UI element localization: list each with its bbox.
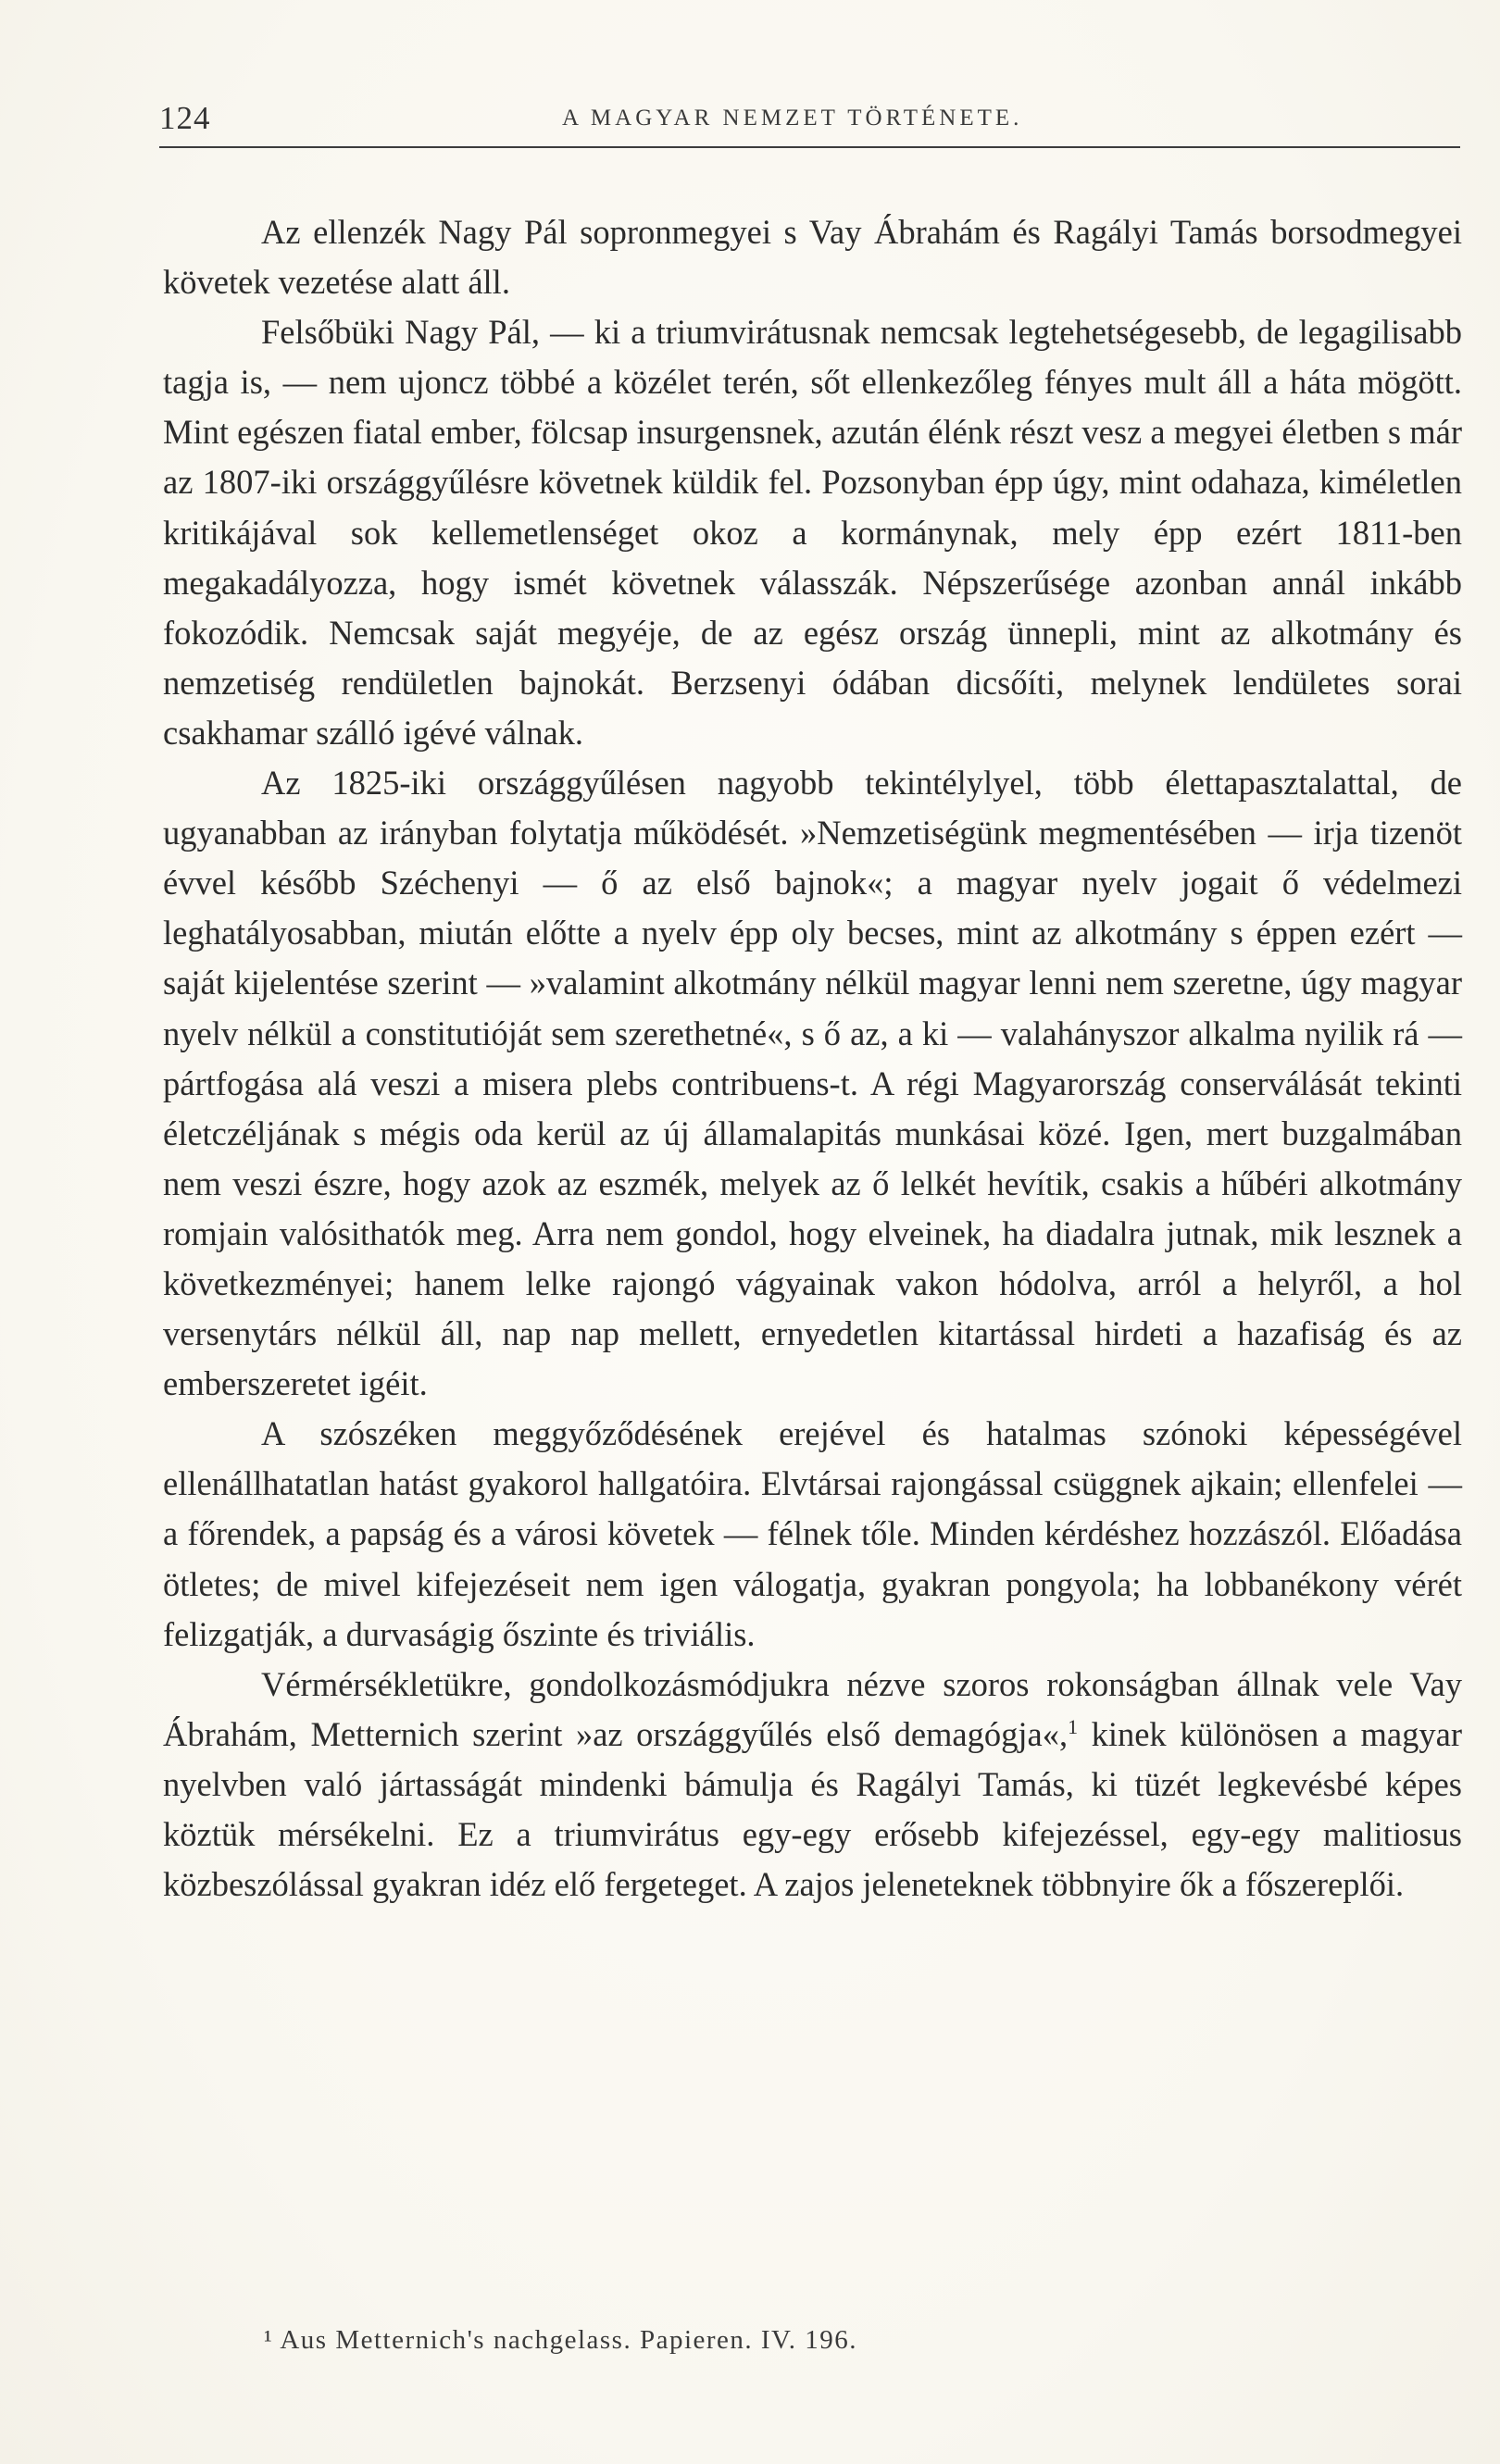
running-title: A MAGYAR NEMZET TÖRTÉNETE. — [562, 106, 1023, 131]
paragraph — [163, 1660, 1462, 1910]
page-number: 124 — [159, 100, 211, 136]
paragraph-text-continued: kinek különösen a magyar nyelvben való jártasságát mindenki bámulja és Ragályi Tamás, ki tüzét legkevésbé képes köztük mérsékelni. Ez a triumvirátus egy-egy erősebb kifejezéssel, egy-egy malitiosus közbeszólással gyakran idéz elő fergeteget. A zajos jeleneteknek többnyire ők a főszereplői. — [163, 1714, 1462, 1904]
paragraph-text: Vérmérsékletükre, gondolkozásmódjukra nézve szoros rokonságban állnak vele Vay Ábrahám, Metternich szerint »az országgyűlés első demagógja«, — [163, 1664, 1462, 1753]
footnote-marker: ¹ — [264, 2325, 274, 2355]
running-header — [159, 100, 1460, 148]
footnote-text: Aus Metternich's nachgelass. Papieren. IV. 196. — [280, 2325, 858, 2355]
paragraph: Felsőbüki Nagy Pál, — ki a triumvirátusnak nemcsak legtehetségesebb, de legagilisabb tagja is, — nem ujoncz többé a közélet terén, sőt ellenkezőleg fényes mult áll a háta mögött. Mint egészen fiatal ember, fölcsap insurgensnek, azután élénk részt vesz a megyei életben s már az 1807-iki országgyűlésre követnek küldik fel. Pozsonyban épp úgy, mint odahaza, kiméletlen kritikájával sok kellemetlenséget okoz a kormánynak, mely épp ezért 1811-ben megakadályozza, hogy ismét követnek válasszák. Népszerűsége azonban annál inkább fokozódik. Nemcsak saját megyéje, de az egész ország ünnepli, mint az alkotmány és nemzetiség rendületlen bajnokát. Berzsenyi ódában dicsőíti, melynek lendületes sorai csakhamar szálló igévé válnak. — [163, 313, 1462, 752]
paragraph: Az 1825-iki országgyűlésen nagyobb tekintélylyel, több élettapasztalattal, de ugyanabban az irányban folytatja működését. »Nemzetiségünk megmentésében — irja tizenöt évvel később Széchenyi — ő az első bajnok«; a magyar nyelv jogait ő védelmezi leghatályosabban, miután előtte a nyelv épp oly becses, mint az alkotmány s éppen ezért — saját kijelentése szerint — »valamint alkotmány nélkül magyar lenni nem szeretne, úgy magyar nyelv nélkül a constitutióját sem szerethetné«, s ő az, a ki — valahányszor alkalma nyilik rá — pártfogása alá veszi a misera plebs contribuens-t. A régi Magyarország conserválását tekinti életczéljának s mégis oda kerül az új államalapitás munkásai közé. Igen, mert buzgalmában nem veszi észre, hogy azok az eszmék, melyek az ő lelkét hevítik, csakis a hűbéri alkotmány romjain valósithatók meg. Arra nem gondol, hogy elveinek, ha diadalra jutnak, mik lesznek a következményei; hanem lelke rajongó vágyainak vakon hódolva, arról a helyről, a hol versenytárs nélkül áll, nap nap mellett, ernyedetlen kitartással hirdeti a hazafiság és az emberszeretet igéit. — [163, 764, 1462, 1403]
footnote-reference: 1 — [1068, 1714, 1079, 1738]
footnote — [264, 2325, 857, 2356]
paragraph: Az ellenzék Nagy Pál sopronmegyei s Vay Ábrahám és Ragályi Tamás borsodmegyei követek vezetése alatt áll. — [163, 213, 1462, 302]
paragraph: A szószéken meggyőződésének erejével és hatalmas szónoki képességével ellenállhatatlan hatást gyakorol hallgatóira. Elvtársai rajongással csüggnek ajkain; ellenfelei — a főrendek, a papság és a városi követek — félnek tőle. Minden kérdéshez hozzászól. Előadása ötletes; de mivel kifejezéseit nem igen válogatja, gyakran pongyola; ha lobbanékony vérét felizgatják, a durvaságig őszinte és triviális. — [163, 1414, 1462, 1653]
body-text — [163, 207, 1462, 1910]
